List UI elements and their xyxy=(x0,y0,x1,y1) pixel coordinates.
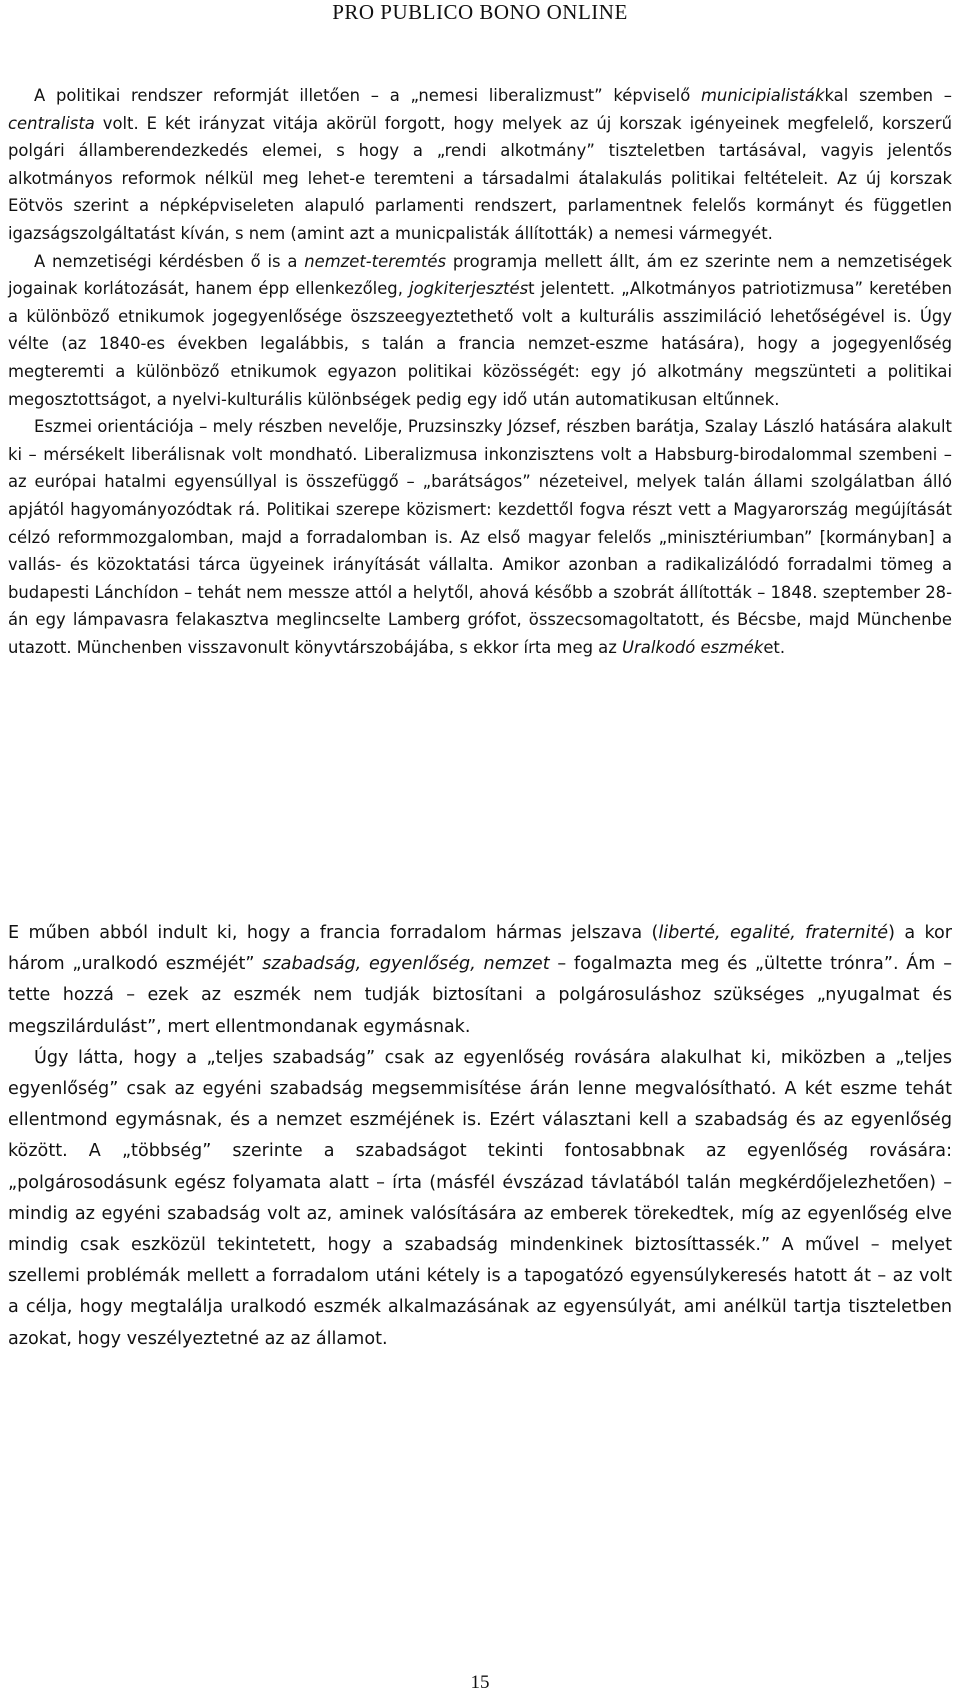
body-section-2 xyxy=(8,918,952,1355)
italic-term: Uralkodó eszmék xyxy=(622,637,764,657)
text-run: A politikai rendszer reformját illetően – a „nemesi liberalizmust” képviselő xyxy=(34,86,701,105)
italic-term: liberté, egalité, fraternité xyxy=(658,923,889,943)
text-run: ) a kor három „uralkodó eszméjét” xyxy=(8,923,953,975)
italic-term: municipialisták xyxy=(700,86,825,105)
body-section-1 xyxy=(8,82,952,661)
paragraph-orientation xyxy=(8,413,952,661)
text-run: E műben abból indult ki, hogy a francia forradalom hármas jelszava ( xyxy=(8,923,659,943)
text-run: – fogalmazta meg és „ültette trónra”. Ám – tette hozzá – ezek az eszmék nem tudják biztosítani a polgárosuláshoz szükséges „nyugalmat és megszilárdulást”, mert ellentmondanak egymásnak. xyxy=(8,954,952,1037)
paragraph-nationality xyxy=(8,248,952,414)
italic-term: jogkiterjesztés xyxy=(409,279,529,299)
italic-term: centralista xyxy=(8,113,95,133)
text-run: Eszmei orientációja – mely részben nevelője, Pruzsinszky József, részben barátja, Szalay László hatására alakult ki – mérsékelt liberálisnak volt mondható. Liberalizmusa inkonzisztens volt a Habsburg-birodalommal szembeni – az európai hatalmi egyensúllyal is összefüggő – „barátságos” nézeteivel, melyek talán állami szolgálatban álló apjától hagyományozódtak rá. Politikai szerepe közismert: kezdettől fogva részt vett a Magyarország megújítását célzó reformmozgalomban, majd a forradalomban is. Az első magyar felelős „minisztériumban” [kormányban] a vallás- és közoktatási tárca ügyeinek irányítását vállalta. Amikor azonban a radikalizálódó forradalmi tömeg a budapesti Lánchídon – tehát nem messze attól a helytől, ahová később a szobrát állították – 1848. szeptember 28-án egy lámpavasra felakasztva meglincselte Lamberg grófot, összecsomagoltatott, és Bécsbe, majd Münchenbe utazott. Münchenben visszavonult könyvtárszobájába, s ekkor írta meg az xyxy=(8,417,952,657)
text-run: et. xyxy=(763,637,786,657)
italic-term: szabadság, egyenlőség, nemzet xyxy=(262,954,550,975)
page-number: 15 xyxy=(470,1672,490,1693)
page-header: PRO PUBLICO BONO ONLINE xyxy=(332,0,628,24)
paragraph-reform xyxy=(8,82,952,248)
paragraph-freedom-equality: Úgy látta, hogy a „teljes szabadság” csak az egyenlőség rovására alakulhat ki, miközben a „teljes egyenlőség” csak az egyéni szabadság megsemmisítése árán lenne megvalósítható. A két eszme tehát ellentmond egymásnak, és a nemzet eszméjének is. Ezért választani kell a szabadság és az egyenlőség között. A „többség” szerinte a szabadságot tekinti fontosabbnak az egyenlőség rovására: „polgárosodásunk egész folyamata alatt – írta (másfél évszázad távlatából talán megkérdőjelezhetően) – mindig az egyéni szabadság volt az, aminek valósítására az emberek törekedtek, míg az egyenlőség elve mindig csak eszközül tekintetett, hogy a szabadság mindenkinek biztosíttassék.” A művel – melyet szellemi problémák mellett a forradalom utáni kétely is a tapogatózó egyensúlykeresés hatott át – az volt a célja, hogy megtalálja uralkodó eszmék alkalmazásának az egyensúlyát, ami anélkül tartja tiszteletben azokat, hogy veszélyeztetné az az államot. xyxy=(8,1047,952,1349)
text-run: A nemzetiségi kérdésben ő is a xyxy=(34,251,305,271)
text-run: volt. E két irányzat vitája akörül forgott, hogy melyek az új korszak igényeinek megfelelő, korszerű polgári államberendezkedés elemei, s hogy a „rendi alkotmány” tiszteletben tartásával, vagyis jelentős alkotmányos reformok nélkül meg lehet-e teremteni a társadalmi átalakulás politikai feltételeit. Az új korszak Eötvös szerint a népképviseleten alapuló parlamenti rendszert, parlamentnek felelős kormányt és független igazságszolgáltatást kíván, s nem (amint azt a municpalisták állították) a nemesi vármegyét. xyxy=(8,113,952,243)
text-run: kal szemben – xyxy=(824,86,952,105)
paragraph-ideas xyxy=(8,918,952,1043)
text-run: t jelentett. „Alkotmányos patriotizmusa” keretében a különböző etnikumok jogegyenlősége öszszeegyeztethető volt a kulturális asszimiláció lehetőségével is. Úgy vélte (az 1840-es években legalábbis, s talán a francia nemzet-eszme hatására), hogy a jogegyenlőség megteremti a különböző etnikumok egyazon politikai közösségét: egy jó alkotmány megszünteti a politikai megosztottságot, a nyelvi-kulturális különbségek pedig egy idő után automatikusan eltűnnek. xyxy=(8,279,952,409)
italic-term: nemzet-teremtés xyxy=(304,251,447,271)
text-run: programja mellett állt, ám ez szerinte nem a nemzetiségek jogainak korlátozását, hanem épp ellenkezőleg, xyxy=(8,251,952,299)
